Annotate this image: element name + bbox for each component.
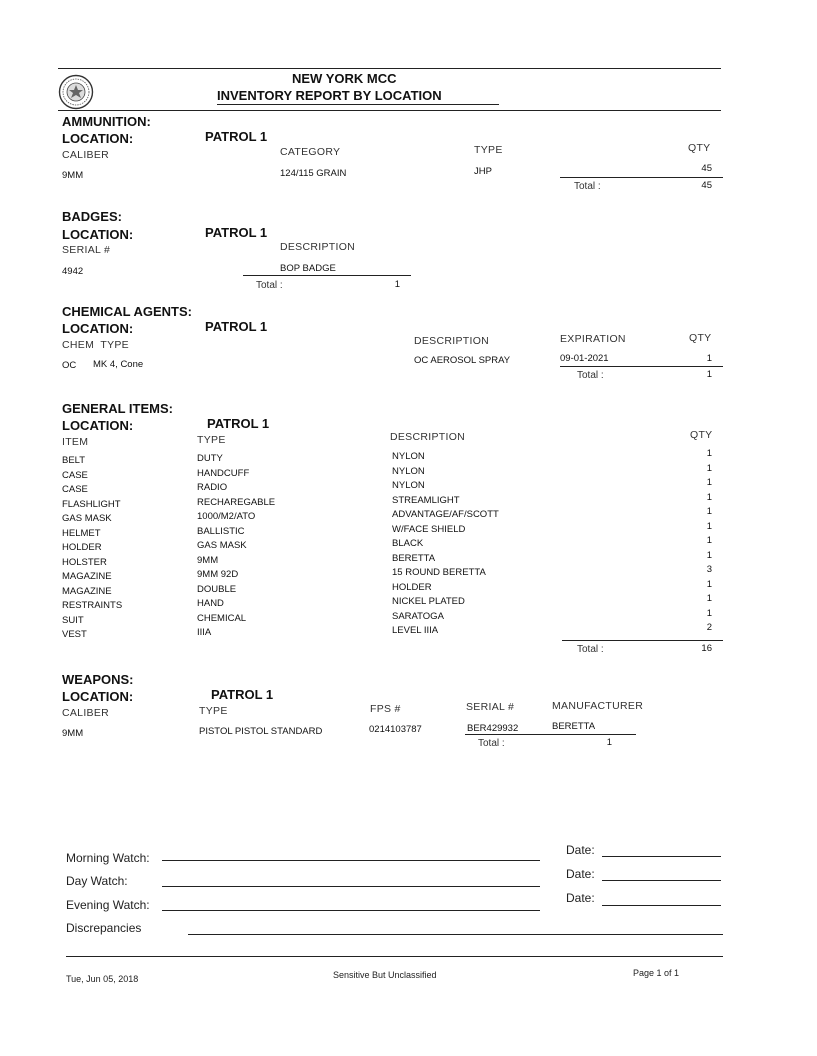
general-item-cell: GAS MASK: [62, 513, 112, 524]
weapons-col-caliber: CALIBER: [62, 707, 110, 719]
badges-total-label: Total :: [256, 280, 283, 291]
general-type-cell: RADIO: [197, 482, 228, 493]
general-item-cell: HOLDER: [62, 542, 102, 553]
chemical-title: CHEMICAL AGENTS:: [62, 304, 192, 319]
general-col-type: TYPE: [197, 434, 226, 446]
general-item-cell: RESTRAINTS: [62, 600, 123, 611]
weapons-col-serial: SERIAL #: [466, 701, 515, 713]
general-description-cell: NYLON: [392, 480, 425, 491]
general-qty-cell: 1: [706, 549, 712, 561]
chemical-location: PATROL 1: [205, 319, 268, 334]
ammo-col-category: CATEGORY: [280, 146, 341, 158]
weapons-col-manufacturer: MANUFACTURER: [552, 700, 644, 712]
general-col-item: ITEM: [62, 436, 89, 448]
ammo-category: 124/115 GRAIN: [280, 168, 347, 179]
general-qty-cell: 1: [706, 462, 712, 474]
weapons-total-rule: [465, 734, 636, 735]
general-location: PATROL 1: [207, 416, 270, 431]
general-type-cell: RECHAREGABLE: [197, 496, 276, 508]
general-item-cell: SUIT: [62, 614, 84, 626]
general-type-cell: CHEMICAL: [197, 612, 247, 624]
chem-agent: OC: [62, 360, 77, 371]
weapons-location-label: LOCATION:: [62, 689, 134, 704]
general-type-cell: BALLISTIC: [197, 525, 245, 537]
report-title: INVENTORY REPORT BY LOCATION: [217, 88, 442, 103]
day-watch-line[interactable]: [162, 886, 540, 887]
general-item-cell: VEST: [62, 629, 87, 640]
weapons-serial: BER429932: [467, 723, 519, 734]
general-qty-cell: 1: [706, 578, 712, 590]
general-item-cell: CASE: [62, 469, 88, 481]
chem-total: 1: [706, 369, 712, 380]
badges-serial: 4942: [62, 266, 84, 277]
header-top-rule: [58, 68, 721, 69]
general-description-cell: ADVANTAGE/AF/SCOTT: [392, 509, 499, 520]
chem-col-description: DESCRIPTION: [414, 335, 490, 347]
general-item-cell: CASE: [62, 484, 88, 495]
general-items-column: [62, 454, 122, 643]
evening-watch-label: Evening Watch:: [66, 898, 150, 912]
general-type-cell: DOUBLE: [197, 583, 237, 595]
weapons-title: WEAPONS:: [62, 672, 134, 687]
weapons-caliber: 9MM: [62, 728, 84, 739]
general-type-cell: DUTY: [197, 453, 223, 464]
weapons-location: PATROL 1: [211, 687, 274, 702]
chem-col-expiration: EXPIRATION: [560, 333, 626, 345]
general-type-cell: GAS MASK: [197, 540, 247, 551]
ammo-total: 45: [701, 180, 712, 191]
ammunition-location: PATROL 1: [205, 129, 268, 144]
general-description-cell: STREAMLIGHT: [392, 494, 460, 506]
agency-seal: [58, 74, 94, 115]
general-total-label: Total :: [577, 644, 604, 655]
morning-date-line[interactable]: [602, 856, 721, 857]
ammo-type: JHP: [474, 166, 492, 177]
title-underline: [217, 104, 499, 105]
weapons-manufacturer: BERETTA: [552, 721, 596, 732]
weapons-col-type: TYPE: [199, 705, 228, 717]
general-item-cell: BELT: [62, 455, 86, 466]
chem-col-qty: QTY: [689, 332, 712, 344]
chem-col-chem-type: CHEM TYPE: [62, 339, 129, 351]
general-item-cell: HOLSTER: [62, 556, 107, 568]
weapons-total-label: Total :: [478, 738, 505, 749]
general-types-column: [197, 452, 275, 641]
footer-page-number: Page 1 of 1: [633, 968, 680, 978]
general-item-cell: MAGAZINE: [62, 571, 112, 582]
discrepancies-label: Discrepancies: [66, 921, 142, 935]
weapons-fps: 0214103787: [369, 724, 422, 735]
header-bottom-rule: [58, 110, 721, 111]
general-description-cell: HOLDER: [392, 581, 432, 593]
agency-name: NEW YORK MCC: [292, 71, 397, 86]
badges-total: 1: [394, 279, 400, 290]
ammo-col-type: TYPE: [474, 144, 503, 156]
general-location-label: LOCATION:: [62, 418, 134, 433]
ammunition-title: AMMUNITION:: [62, 114, 151, 129]
general-item-cell: FLASHLIGHT: [62, 498, 121, 510]
general-title: GENERAL ITEMS:: [62, 401, 173, 416]
general-qty-cell: 1: [706, 491, 712, 503]
chem-expiration: 09-01-2021: [560, 353, 609, 364]
chem-description: OC AEROSOL SPRAY: [414, 355, 511, 366]
general-item-cell: HELMET: [62, 527, 101, 539]
general-type-cell: IIIA: [197, 627, 212, 638]
general-total-rule: [562, 640, 723, 641]
general-description-cell: NYLON: [392, 465, 425, 477]
general-qty-cell: 1: [706, 520, 712, 532]
discrepancies-line-1[interactable]: [188, 934, 723, 935]
general-item-cell: MAGAZINE: [62, 585, 112, 597]
chem-qty: 1: [706, 353, 712, 364]
general-qty-cell: 1: [706, 506, 712, 517]
general-qty-cell: 1: [706, 448, 712, 459]
general-qty-cell: 1: [706, 535, 712, 546]
day-date-label: Date:: [566, 867, 595, 881]
general-description-cell: LEVEL IIIA: [392, 625, 439, 636]
weapons-col-fps: FPS #: [370, 703, 401, 715]
general-description-cell: BERETTA: [392, 552, 436, 564]
footer-classification: Sensitive But Unclassified: [333, 970, 437, 980]
general-col-description: DESCRIPTION: [390, 431, 466, 443]
badges-location: PATROL 1: [205, 225, 268, 240]
badges-col-serial: SERIAL #: [62, 244, 111, 256]
general-description-cell: NICKEL PLATED: [392, 596, 465, 607]
general-type-cell: 1000/M2/ATO: [197, 511, 256, 522]
badges-location-label: LOCATION:: [62, 227, 134, 242]
weapons-total: 1: [606, 737, 612, 748]
badges-col-description: DESCRIPTION: [280, 241, 356, 253]
footer-date: Tue, Jun 05, 2018: [66, 974, 139, 984]
morning-date-label: Date:: [566, 843, 595, 857]
morning-watch-label: Morning Watch:: [66, 851, 150, 865]
general-type-cell: HANDCUFF: [197, 467, 250, 479]
general-qty-cell: 1: [706, 593, 712, 604]
general-qty-cell: 3: [706, 564, 712, 575]
general-qty-cell: 1: [706, 607, 712, 619]
morning-watch-line[interactable]: [162, 860, 540, 861]
general-type-cell: HAND: [197, 598, 224, 609]
badges-total-rule: [243, 275, 411, 276]
general-qty-column: [660, 447, 712, 636]
badges-title: BADGES:: [62, 209, 122, 224]
general-descriptions-column: [392, 450, 499, 639]
ammo-total-rule: [560, 177, 723, 178]
day-date-line[interactable]: [602, 880, 721, 881]
general-description-cell: NYLON: [392, 451, 425, 462]
day-watch-label: Day Watch:: [66, 874, 128, 888]
ammo-qty: 45: [701, 163, 712, 174]
general-col-qty: QTY: [690, 429, 713, 441]
ammo-col-caliber: CALIBER: [62, 149, 110, 161]
evening-date-line[interactable]: [602, 905, 721, 906]
evening-date-label: Date:: [566, 891, 595, 905]
general-total: 16: [701, 643, 712, 654]
general-qty-cell: 1: [706, 477, 712, 488]
discrepancies-line-2[interactable]: [66, 956, 723, 957]
ammo-col-qty: QTY: [688, 142, 711, 154]
weapons-type: PISTOL PISTOL STANDARD: [199, 726, 323, 737]
chem-total-rule: [560, 366, 723, 367]
general-description-cell: BLACK: [392, 538, 424, 549]
ammunition-location-label: LOCATION:: [62, 131, 134, 146]
ammo-total-label: Total :: [574, 181, 601, 192]
chemical-location-label: LOCATION:: [62, 321, 134, 336]
evening-watch-line[interactable]: [162, 910, 540, 911]
ammo-caliber: 9MM: [62, 170, 84, 181]
general-description-cell: 15 ROUND BERETTA: [392, 567, 486, 578]
general-description-cell: W/FACE SHIELD: [392, 523, 466, 535]
general-qty-cell: 2: [706, 622, 712, 633]
general-type-cell: 9MM: [197, 554, 219, 566]
chem-type: MK 4, Cone: [93, 359, 144, 370]
badges-description: BOP BADGE: [280, 263, 336, 274]
general-description-cell: SARATOGA: [392, 610, 444, 622]
chem-total-label: Total :: [577, 370, 604, 381]
general-type-cell: 9MM 92D: [197, 569, 239, 580]
